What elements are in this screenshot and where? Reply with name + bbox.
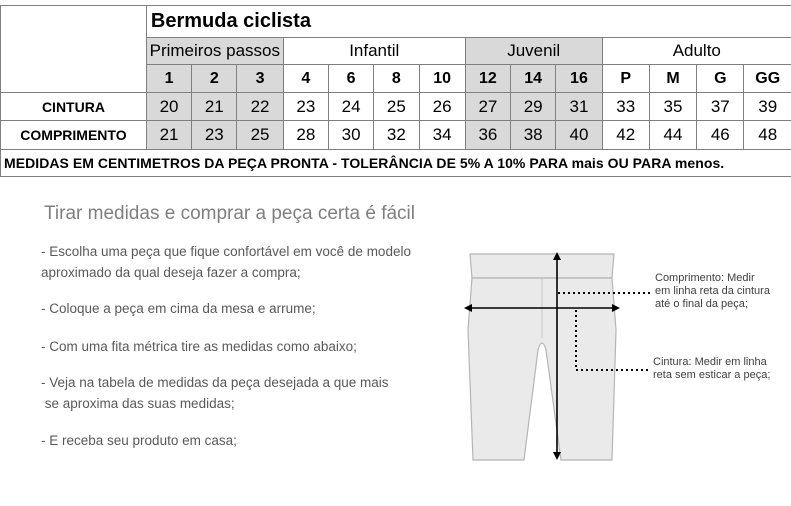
table-cell: 21 (192, 93, 237, 121)
table-cell: 40 (556, 121, 602, 150)
row-label-comprimento: COMPRIMENTO (1, 121, 147, 150)
size-header: 4 (283, 65, 328, 93)
tip-item-1 (41, 241, 411, 283)
table-cell: 29 (511, 93, 556, 121)
arrowhead-down-icon (553, 452, 561, 460)
table-cell: 23 (192, 121, 237, 150)
table-cell: 34 (419, 121, 465, 150)
table-cell: 35 (649, 93, 696, 121)
cintura-label-line: Cintura: Medir em linha (653, 356, 767, 368)
tip-line: aproximado da qual deseja fazer a compra; (41, 265, 301, 280)
table-corner-cell (1, 6, 147, 93)
group-infantil: Infantil (283, 38, 465, 65)
size-header: 6 (328, 65, 373, 93)
table-row-cintura (1, 93, 791, 121)
tip-item-4 (41, 372, 389, 414)
table-cell: 22 (237, 93, 283, 121)
size-table (0, 5, 791, 177)
size-header: 8 (374, 65, 419, 93)
size-header: GG (744, 65, 791, 93)
size-header: P (602, 65, 649, 93)
table-cell: 39 (744, 93, 791, 121)
group-primeiros-passos: Primeiros passos (146, 38, 283, 65)
table-cell: 21 (146, 121, 191, 150)
comprimento-label-line: Comprimento: Medir (655, 272, 755, 284)
tip-item-5 (41, 430, 237, 451)
tip-line: - E receba seu produto em casa; (41, 433, 237, 448)
table-cell: 32 (374, 121, 419, 150)
table-cell: 27 (465, 93, 510, 121)
size-header: 16 (556, 65, 602, 93)
comprimento-label-line: em linha reta da cintura (655, 285, 770, 297)
table-cell: 33 (602, 93, 649, 121)
tolerance-note: MEDIDAS EM CENTIMETROS DA PEÇA PRONTA - TOLERÂNCIA DE 5% A 10% PARA mais OU PARA menos. (1, 150, 791, 177)
table-title: Bermuda ciclista (146, 6, 791, 38)
tip-item-3 (41, 336, 357, 357)
table-cell: 37 (697, 93, 744, 121)
tip-line: - Coloque a peça em cima da mesa e arrume; (41, 301, 316, 316)
size-header: 12 (465, 65, 510, 93)
tip-line: - Veja na tabela de medidas da peça desejada a que mais (41, 375, 389, 390)
table-cell: 26 (419, 93, 465, 121)
table-cell: 48 (744, 121, 791, 150)
table-cell: 25 (374, 93, 419, 121)
size-header: 10 (419, 65, 465, 93)
table-cell: 28 (283, 121, 328, 150)
group-adulto: Adulto (602, 38, 791, 65)
table-cell: 38 (511, 121, 556, 150)
guide-heading: Tirar medidas e comprar a peça certa é fácil (44, 203, 416, 224)
tip-line: se aproxima das suas medidas; (41, 396, 235, 411)
size-header: G (697, 65, 744, 93)
size-header: M (649, 65, 696, 93)
comprimento-label-line: até o final da peça; (655, 298, 748, 310)
table-cell: 42 (602, 121, 649, 150)
comprimento-label (655, 272, 770, 311)
garment-waistband (470, 254, 614, 278)
tip-line: - Com uma fita métrica tire as medidas como abaixo; (41, 339, 357, 354)
size-header: 1 (146, 65, 191, 93)
size-header: 3 (237, 65, 283, 93)
tip-item-2 (41, 298, 316, 319)
table-cell: 20 (146, 93, 191, 121)
table-cell: 23 (283, 93, 328, 121)
tip-line: - Escolha uma peça que fique confortável em você de modelo (41, 244, 411, 259)
table-cell: 25 (237, 121, 283, 150)
cintura-label-line: reta sem esticar a peça; (653, 369, 771, 381)
cintura-label (653, 356, 770, 382)
table-cell: 36 (465, 121, 510, 150)
arrowhead-right-icon (612, 304, 620, 312)
table-row-comprimento (1, 121, 791, 150)
size-header: 14 (511, 65, 556, 93)
group-juvenil: Juvenil (465, 38, 602, 65)
table-cell: 30 (328, 121, 373, 150)
row-label-cintura: CINTURA (1, 93, 147, 121)
table-cell: 31 (556, 93, 602, 121)
size-header: 2 (192, 65, 237, 93)
table-cell: 46 (697, 121, 744, 150)
table-cell: 24 (328, 93, 373, 121)
table-cell: 44 (649, 121, 696, 150)
arrowhead-left-icon (464, 304, 472, 312)
